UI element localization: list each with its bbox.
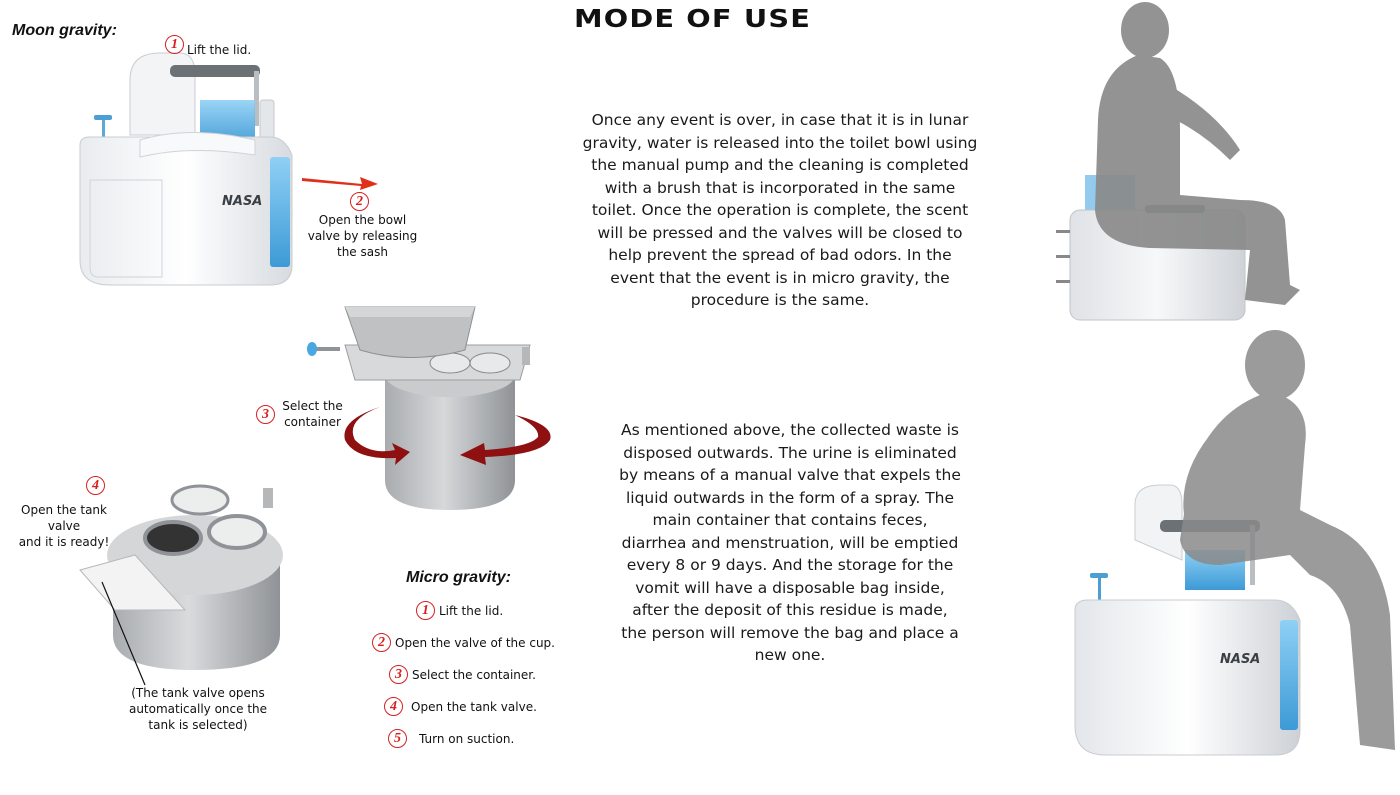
seated-person-illustration-bottom	[1060, 325, 1400, 785]
text-line: the person will remove the bag and place a	[621, 623, 959, 642]
text-line: automatically once the	[128, 702, 268, 716]
text-line: (The tank valve opens	[131, 686, 265, 700]
text-line: will be pressed and the valves will be closed to	[597, 223, 963, 242]
micro-step-5	[388, 729, 514, 748]
tank-valve-note	[128, 685, 268, 733]
moon-step-2-text	[300, 212, 425, 260]
text-line: gravity, water is released into the toilet bowl using	[582, 133, 978, 152]
micro-step-text: Lift the lid.	[439, 603, 504, 618]
text-line: the sash	[337, 245, 388, 259]
moon-gravity-label: Moon gravity:	[12, 22, 117, 39]
step-number-badge: 3	[389, 665, 408, 684]
text-line: and it is ready!	[18, 535, 110, 549]
text-line: event that the event is in micro gravity, the	[610, 268, 950, 287]
text-line: after the deposit of this residue is made,	[632, 601, 948, 619]
micro-step-text: Turn on suction.	[419, 731, 515, 746]
text-line: with a brush that is incorporated in the same	[604, 178, 956, 197]
red-pull-arrow-icon	[300, 172, 380, 192]
text-line: tank is selected)	[148, 718, 248, 732]
text-line: disposed outwards. The urine is eliminated	[623, 443, 957, 462]
text-line: Once any event is over, in case that it is in lunar	[591, 111, 969, 129]
micro-gravity-label: Micro gravity:	[406, 569, 511, 586]
text-line: toilet. Once the operation is complete, the scent	[591, 201, 969, 219]
paragraph-lunar-procedure	[565, 109, 995, 312]
text-line: diarrhea and menstruation, will be emptied	[621, 533, 959, 552]
moon-step-4-text	[5, 502, 123, 550]
tank-note-pointer-line	[100, 580, 160, 690]
moon-step-1-text: Lift the lid.	[187, 43, 252, 57]
moon-step-4-badge-wrap	[86, 474, 105, 495]
text-line: every 8 or 9 days. And the storage for the	[626, 556, 954, 574]
text-line: As mentioned above, the collected waste is	[620, 421, 960, 439]
text-line: by means of a manual valve that expels the	[619, 466, 961, 484]
micro-step-text: Open the valve of the cup.	[395, 635, 555, 650]
paragraph-waste-disposal	[580, 419, 1000, 667]
moon-step-3-badge-wrap	[256, 403, 275, 424]
text-line: Select the	[282, 399, 343, 413]
text-line: procedure is the same.	[690, 291, 870, 309]
micro-step-2	[372, 633, 555, 652]
step-number-badge: 2	[350, 192, 369, 211]
micro-step-4	[384, 697, 537, 716]
step-number-badge: 3	[256, 405, 275, 424]
text-line: valve by releasing	[307, 229, 418, 243]
step-number-badge: 2	[372, 633, 391, 652]
seated-person-illustration-top	[1040, 0, 1360, 325]
nasa-logo: NASA	[222, 194, 263, 209]
text-line: liquid outwards in the form of a spray. The	[625, 488, 955, 507]
micro-step-text: Open the tank valve.	[411, 699, 537, 714]
text-line: Open the tank valve	[21, 503, 107, 533]
step-number-badge: 4	[384, 697, 403, 716]
text-line: help prevent the spread of bad odors. In the	[608, 246, 952, 264]
step-number-badge: 5	[388, 729, 407, 748]
moon-step-2-badge-wrap	[350, 190, 369, 211]
text-line: vomit will have a disposable bag inside,	[635, 578, 945, 597]
step-number-badge: 4	[86, 476, 105, 495]
micro-step-1	[416, 601, 503, 620]
text-line: Open the bowl	[318, 213, 407, 227]
text-line: the manual pump and the cleaning is completed	[591, 156, 969, 174]
text-line: main container that contains feces,	[652, 511, 928, 529]
step-number-badge: 1	[165, 35, 184, 54]
step-number-badge: 1	[416, 601, 435, 620]
nasa-logo: NASA	[1220, 652, 1261, 667]
micro-step-3	[389, 665, 536, 684]
page-title: MODE OF USE	[573, 4, 812, 33]
text-line: new one.	[754, 646, 826, 664]
text-line: container	[284, 415, 341, 429]
micro-step-text: Select the container.	[412, 667, 536, 682]
moon-step-3-text	[280, 398, 345, 430]
toilet-unit-illustration	[70, 45, 310, 295]
moon-step-1	[165, 30, 251, 58]
